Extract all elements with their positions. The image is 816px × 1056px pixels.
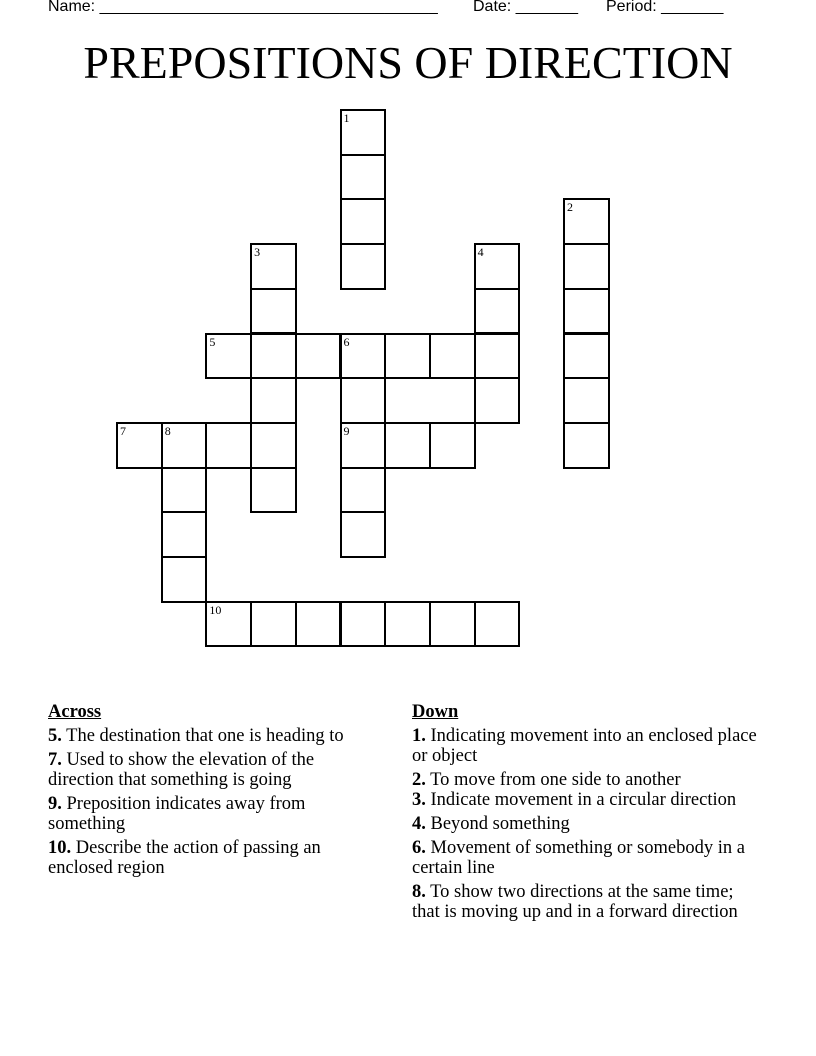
clue-number: 6. [412,838,426,858]
clue-number: 1. [412,726,426,746]
grid-cell[interactable] [474,288,521,335]
across-heading: Across [48,702,102,722]
grid-cell[interactable] [384,422,431,469]
grid-cell[interactable] [340,109,387,156]
grid-cell[interactable] [340,333,387,380]
clue-number: 8. [412,882,426,902]
clue-number-label: 1 [343,111,350,125]
clue-number-label: 5 [209,334,216,349]
grid-cell[interactable] [563,288,610,335]
grid-cell[interactable] [250,243,297,290]
grid-cell[interactable] [563,243,610,290]
grid-cell[interactable] [474,377,521,424]
date-field[interactable]: Date: _______ [473,0,578,15]
down-heading: Down [412,702,459,722]
clue-number-label: 6 [343,334,350,349]
grid-cell[interactable] [340,198,387,245]
grid-cell[interactable] [250,467,297,514]
grid-cell[interactable] [295,333,342,380]
page-title: PREPOSITIONS OF DIRECTION [83,37,733,88]
grid-cell[interactable] [340,377,387,424]
period-field[interactable]: Period: _______ [606,0,724,15]
clue-text: Indicating movement into an enclosed place or object [412,726,757,766]
grid-cell[interactable] [340,601,387,648]
clue-text: To move from one side to another [430,770,681,790]
grid-cell[interactable] [250,601,297,648]
clue-item [412,814,762,834]
grid-cell[interactable] [429,601,476,648]
clue-item [412,838,762,878]
clue-item [48,838,378,878]
clue-number: 10. [48,838,72,858]
clue-number: 5. [48,726,62,746]
grid-cell[interactable] [340,511,387,558]
across-clues [48,702,378,882]
grid-cell[interactable] [474,333,521,380]
grid-cell[interactable] [340,154,387,201]
clue-number-label: 3 [254,245,261,260]
grid-cell[interactable] [161,422,208,469]
grid-cell[interactable] [250,288,297,335]
clue-number: 3. [412,790,426,810]
clue-number-label: 4 [477,245,484,260]
clue-text: To show two directions at the same time; that is moving up and in a forward direction [412,882,738,922]
grid-cell[interactable] [161,467,208,514]
grid-cell[interactable] [205,601,252,648]
clue-text: Preposition indicates away from something [48,794,306,834]
clue-item [48,726,378,746]
clue-item [48,794,378,834]
grid-cell[interactable] [563,333,610,380]
name-field[interactable]: Name: ______________________________________ [48,0,438,15]
grid-cell[interactable] [563,377,610,424]
clue-text: Describe the action of passing an enclosed region [48,838,321,878]
grid-cell[interactable] [340,467,387,514]
clue-number-label: 8 [164,423,171,438]
clue-number: 7. [48,750,62,770]
grid-cell[interactable] [429,422,476,469]
clue-text: Beyond something [430,814,570,834]
grid-cell[interactable] [429,333,476,380]
grid-cell[interactable] [250,422,297,469]
clue-text: Used to show the elevation of the direction that something is going [48,750,315,790]
grid-cell[interactable] [340,422,387,469]
grid-cell[interactable] [161,556,208,603]
clue-item [412,882,762,922]
down-clues [412,702,762,926]
grid-cell[interactable] [116,422,163,469]
clue-number-label: 10 [209,602,222,617]
grid-cell[interactable] [474,243,521,290]
clue-number: 9. [48,794,62,814]
grid-cell[interactable] [161,511,208,558]
grid-cell[interactable] [250,377,297,424]
clue-number-label: 2 [567,200,573,215]
clue-number-label: 9 [343,423,350,438]
grid-cell[interactable] [295,601,342,648]
clue-text: The destination that one is heading to [66,726,344,746]
grid-cell[interactable] [384,601,431,648]
grid-cell[interactable] [250,333,297,380]
grid-cell[interactable] [205,422,252,469]
clue-item [48,750,378,790]
grid-cell[interactable] [340,243,387,290]
clue-item [412,790,762,810]
grid-cell[interactable] [205,333,252,380]
clue-number: 4. [412,814,426,834]
clue-text: Indicate movement in a circular direction [430,790,737,810]
clue-item [412,726,762,766]
grid-cell[interactable] [563,422,610,469]
grid-cell[interactable] [384,333,431,380]
clue-number-label: 7 [120,423,126,438]
grid-cell[interactable] [474,601,521,648]
clue-item [412,770,762,790]
clue-number: 2. [412,770,426,790]
clue-text: Movement of something or somebody in a certain line [412,838,745,878]
grid-cell[interactable] [563,198,610,245]
